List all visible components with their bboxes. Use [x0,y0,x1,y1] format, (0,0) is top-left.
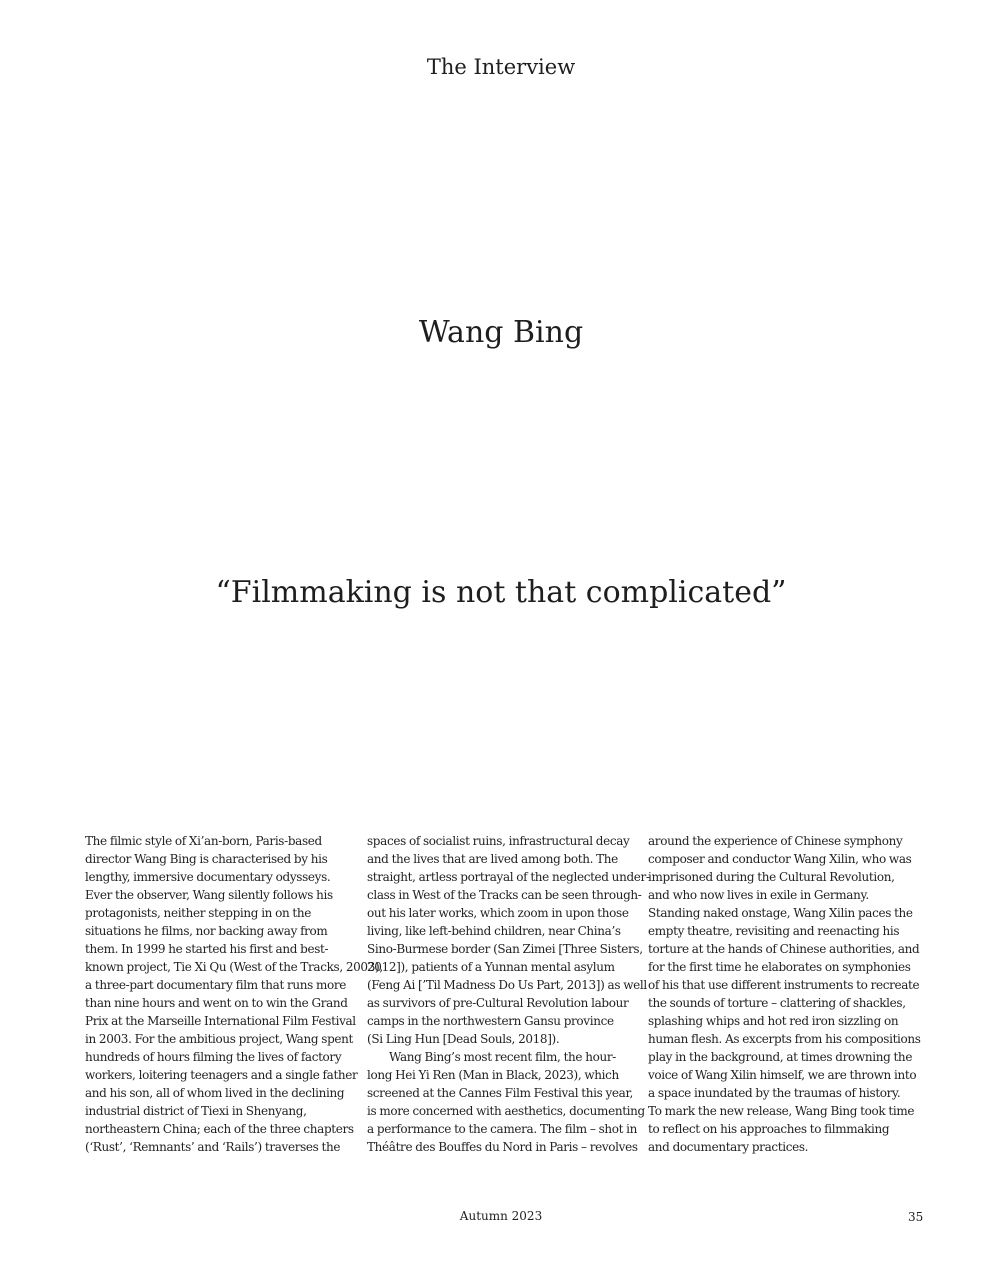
article-headline: “Filmmaking is not that complicated” [215,575,787,610]
text-line: empty theatre, revisiting and reenacting his [648,924,900,938]
text-line: Prix at the Marseille International Film Festival [85,1014,356,1028]
text-line: The filmic style of Xi’an-born, Paris-based [85,834,322,848]
text-line: than nine hours and went on to win the Grand [85,996,348,1010]
text-line: as survivors of pre-Cultural Revolution labour [367,996,629,1010]
text-line: around the experience of Chinese symphony [648,834,903,848]
text-line: industrial district of Tiexi in Shenyang, [85,1104,307,1118]
text-line: splashing whips and hot red iron sizzling on [648,1014,899,1028]
text-line: Ever the observer, Wang silently follows his [85,888,333,902]
text-line: screened at the Cannes Film Festival this year, [367,1086,634,1100]
text-line: of his that use different instruments to recreate [648,978,920,992]
interviewee-name: Wang Bing [418,315,584,350]
text-line: and documentary practices. [648,1140,809,1154]
text-line: and the lives that are lived among both. The [367,852,618,866]
text-line: Théâtre des Bouffes du Nord in Paris – revolves [367,1140,638,1154]
text-line: Standing naked onstage, Wang Xilin paces the [648,906,913,920]
text-line: camps in the northwestern Gansu province [367,1014,614,1028]
text-line: Sino-Burmese border (San Zimei [Three Sisters, [367,942,643,956]
text-line: known project, Tie Xi Qu (West of the Tracks, 2003), [85,960,383,974]
text-line: and his son, all of whom lived in the declining [85,1086,345,1100]
issue-label: Autumn 2023 [459,1209,543,1223]
text-line: human flesh. As excerpts from his compositions [648,1032,921,1046]
text-line: a performance to the camera. The film – shot in [367,1122,638,1136]
text-line: director Wang Bing is characterised by his [85,852,328,866]
text-line: To mark the new release, Wang Bing took time [648,1104,915,1118]
text-line: out his later works, which zoom in upon those [367,906,629,920]
text-line: situations he films, nor backing away from [85,924,328,938]
text-line: composer and conductor Wang Xilin, who was [648,852,912,866]
text-line: living, like left-behind children, near China’s [367,924,621,938]
text-line: (Feng Ai [’Til Madness Do Us Part, 2013]) as well [367,978,647,992]
text-column-1 [85,832,383,1156]
section-title: The Interview [426,55,576,79]
text-line: 2012]), patients of a Yunnan mental asylum [367,960,615,974]
text-column-2 [367,832,650,1156]
text-column-3 [648,832,922,1156]
text-line-indented: Wang Bing’s most recent film, the hour- [389,1050,616,1064]
text-line: voice of Wang Xilin himself, we are thrown into [648,1068,917,1082]
text-line: torture at the hands of Chinese authorities, and [648,942,920,956]
text-line: to reflect on his approaches to filmmaking [648,1122,890,1136]
text-line: them. In 1999 he started his first and best- [85,942,329,956]
page-number: 35 [908,1210,924,1224]
text-line: long Hei Yi Ren (Man in Black, 2023), which [367,1068,619,1082]
text-line: is more concerned with aesthetics, documenting [367,1104,645,1118]
text-line: class in West of the Tracks can be seen through- [367,888,642,902]
text-line: a three-part documentary film that runs more [85,978,347,992]
text-line: workers, loitering teenagers and a single father [85,1068,358,1082]
text-line: the sounds of torture – clattering of shackles, [648,996,906,1010]
text-line: (‘Rust’, ‘Remnants’ and ‘Rails’) traverses the [85,1140,341,1154]
text-line: northeastern China; each of the three chapters [85,1122,354,1136]
text-line: in 2003. For the ambitious project, Wang spent [85,1032,353,1046]
text-line: hundreds of hours filming the lives of factory [85,1050,342,1064]
text-line: spaces of socialist ruins, infrastructural decay [367,834,630,848]
text-line: for the first time he elaborates on symphonies [648,960,911,974]
text-line: a space inundated by the traumas of history. [648,1086,901,1100]
text-line: imprisoned during the Cultural Revolution, [648,870,895,884]
text-line: play in the background, at times drowning the [648,1050,913,1064]
text-line: lengthy, immersive documentary odysseys. [85,870,331,884]
text-line: straight, artless portrayal of the neglected under- [367,870,650,884]
text-line: protagonists, neither stepping in on the [85,906,312,920]
text-line: (Si Ling Hun [Dead Souls, 2018]). [367,1032,560,1046]
text-line: and who now lives in exile in Germany. [648,888,869,902]
